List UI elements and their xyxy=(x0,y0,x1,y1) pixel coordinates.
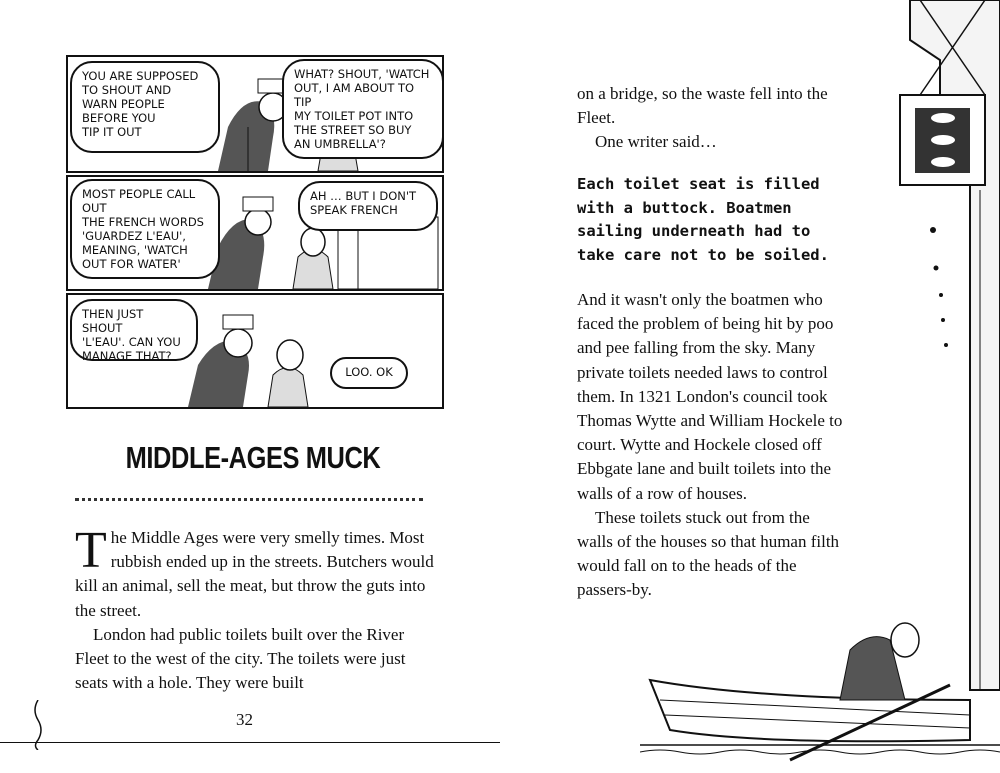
speech-bubble-man-3: LOO. OK xyxy=(330,357,408,389)
quotation: Each toilet seat is filled with a buttock. Boatmen sailing underneath had to take care not to be soiled. xyxy=(577,175,829,264)
dotted-divider xyxy=(75,498,423,501)
comic-panel-1 xyxy=(66,55,444,173)
paragraph: And it wasn't only the boatmen who faced the problem of being hit by poo and pee falling from the sky. Many private toilets needed laws to control them. In 1321 London's council took Thomas Wytte and William Hockele to court. Wytte and Hockele closed off Ebbgate lane and built toilets into the walls of a row of houses. xyxy=(577,290,843,503)
speech-bubble-woman-2: MOST PEOPLE CALL OUT THE FRENCH WORDS 'GUARDEZ L'EAU', MEANING, 'WATCH OUT FOR WATER' xyxy=(70,179,220,279)
paragraph: The Middle Ages were very smelly times. Most rubbish ended up in the streets. Butchers would kill an animal, sell the meat, but throw the guts into the street. xyxy=(75,522,434,620)
speech-bubble-man-2: AH … BUT I DON'T SPEAK FRENCH xyxy=(298,181,438,231)
paragraph: on a bridge, so the waste fell into the Fleet. xyxy=(577,84,828,128)
water-line xyxy=(0,742,500,743)
speech-bubble-man-1: WHAT? SHOUT, 'WATCH OUT, I AM ABOUT TO TIP MY TOILET POT INTO THE STREET SO BUY AN UMBRELLA'? xyxy=(282,59,444,159)
drop-cap: T xyxy=(75,522,107,579)
comic-panel-2 xyxy=(66,175,444,291)
building-and-boat-illustration xyxy=(640,0,1000,773)
paragraph: These toilets stuck out from the walls of the houses so that human filth would fall on to the heads of the passers-by. xyxy=(577,507,840,600)
paragraph: One writer said… xyxy=(595,132,717,152)
speech-bubble-woman-1: YOU ARE SUPPOSED TO SHOUT AND WARN PEOPLE BEFORE YOU TIP IT OUT xyxy=(70,61,220,153)
speech-bubble-woman-3: THEN JUST SHOUT 'L'EAU'. CAN YOU MANAGE THAT? xyxy=(70,299,198,361)
chapter-heading: MIDDLE-AGES MUCK xyxy=(125,440,381,475)
comic-panel-3 xyxy=(66,293,444,409)
page-number: 32 xyxy=(236,710,253,729)
paragraph: London had public toilets built over the River Fleet to the west of the city. The toilets were just seats with a hole. They were built xyxy=(75,624,406,693)
left-body-text xyxy=(75,522,435,695)
